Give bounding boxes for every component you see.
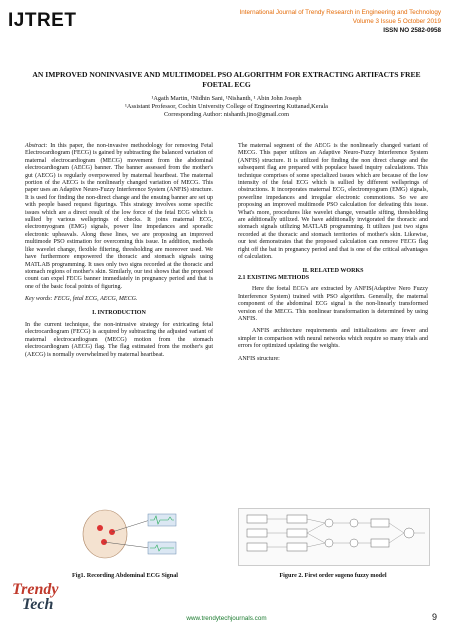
right-para-3: ANFIS architecture requirements and initializations are fewer and simpler in comparison with neural networks which require so many trials and errors for optimized updating the weights.	[238, 328, 428, 350]
related-works-heading: II. RELATED WORKS	[302, 267, 364, 274]
brand-top: Trendy	[12, 581, 59, 598]
right-para-4: ANFIS structure:	[238, 355, 280, 362]
keywords: Key words: FECG, fetal ECG, AECG, MECG.	[25, 296, 138, 303]
website-link[interactable]: www.trendytechjournals.com	[186, 615, 267, 622]
abdominal-ecg-figure	[60, 508, 180, 564]
author-list: ¹Agath Martin, ¹Nidhin Sani, ¹Nishanth, ¹ Abin John Joseph	[151, 95, 302, 102]
author-block	[20, 95, 433, 119]
journal-header	[239, 8, 441, 35]
left-column	[25, 143, 213, 364]
page-number: 9	[431, 612, 437, 622]
corresponding-author: Corresponding Author: nishanth.jino@gmail.com	[163, 111, 290, 118]
right-para-2: Here the foetal ECG's are extracted by ANFIS(Adaptive Nero Fuzzy Interference System) trained with PSO algorithm. Generally, the maternal component of the abdominal ECG signal is the non-linearly transformed version of the MECG. This nonlinear transformation is determined by using ANFIS.	[238, 286, 428, 322]
issn: ISSN NO 2582-0958	[383, 27, 441, 34]
abstract-text: In this paper, the non-invasive methodology for removing Fetal Electrocardiogram (FECG) is gained by subtracting the balanced variation of maternal electrocardiogram (MECG) movement from the abdominal electrocardiogram (AECG) banner. The banner assessed from the mother's gut (AECG) is regularly overpowered by maternal heartbeat. The maternal portion of the AECG is the nonlinearly changed variation of MECG. This paper uses an Adaptive Neuro-Fuzzy Interference System (ANFIS) structure. It is used for finding the non-direct change and the ensuing banner are set up with people based request figurings. This strategy involves some specific issues which are a direct result of the low force of the fetal ECG which is sullied by various wellsprings of checks. It joins maternal ECG, electromyogram (EMG) signals, power line impedances and sporadic electronic upheavals. Along these lines, we are proposing an improved multimode PSO estimation for overcoming this issue. In addition, methods like wavelet change, flexible filtering, thresholding are moreover used. We have furthermore empowered the thoracic and stomach signals using MATLAB programming. It uses only two signs recorded at the thoracic and stomach regions of mother's skin. Similarly, our test shows that the proposed count can expel FECG banner immediately in pregnancy period and that is one of the basic focal points of figuring.	[25, 143, 213, 290]
right-column	[238, 143, 428, 368]
journal-logo: IJTRET	[8, 10, 77, 31]
intro-text: In the current technique, the non-intrusive strategy for extricating fetal electrocardiogram (FECG) is acquired by subtracting the adjusted variant of maternal electrocardiogram (MECG) motion from the stomach electrocardiogram (AECG) flag. The flag estimated from the mother's gut (AECG) is normally overwhelmed by maternal heartbeat.	[25, 321, 213, 358]
abstract	[25, 143, 213, 291]
existing-methods-heading: 2.1 EXISTING METHODS	[238, 274, 310, 281]
volume-line: Volume 3 Issue 5 October 2019	[352, 18, 441, 25]
brand-bottom: Tech	[22, 596, 54, 613]
abstract-label: Abstract:	[25, 143, 48, 149]
paper-title: AN IMPROVED NONINVASIVE AND MULTIMODEL PSO ALGORITHM FOR EXTRACTING ARTIFACTS FREE FOETAL ECG	[32, 70, 421, 89]
intro-heading: I. INTRODUCTION	[92, 309, 146, 316]
right-para-1: The maternal segment of the AECG is the nonlinearly changed variant of MECG. This paper utilizes an Adaptive Neuro-Fuzzy Interference System (ANFIS) structure. It is utilized for finding the non direct change and the subsequent flag are prepared with populace based inquiry calculations. This technique comprises of some specialized issues which are because of the low intensity of the fetal ECG which is sullied by different wellsprings of obstructions. It incorporates maternal ECG, electromyogram (EMG) signals, powerline impedances and irregular electronic commotions. So we are proposing an improved multimode PSO calculation for defeating this issue. What's more, procedures like wavelet change, versatile sifting, thresholding are additionally utilized. We have additionally invigorated the thoracic and stomach signals utilizing MATLAB programming. It utilizes just two signs recorded at the thoracic and stomach territories of mother's skin. Likewise, our test demonstrates that the proposed calculation can remove FECG flag right off the bat in pregnancy period and that is one of the critical advantages of calculation.	[238, 143, 428, 261]
anfis-structure-figure	[238, 508, 430, 566]
affiliation: ¹Assistant Professor, Cochin University College of Engineering Kuttanad,Kerala	[125, 103, 328, 110]
trendy-tech-logo	[12, 582, 59, 612]
figure-2-caption: Figure 2. First order sugeno fuzzy model	[279, 572, 387, 579]
figure-1-caption: Fig1. Recording Abdominal ECG Signal	[71, 572, 179, 579]
journal-name: International Journal of Trendy Research in Engineering and Technology	[239, 9, 441, 16]
